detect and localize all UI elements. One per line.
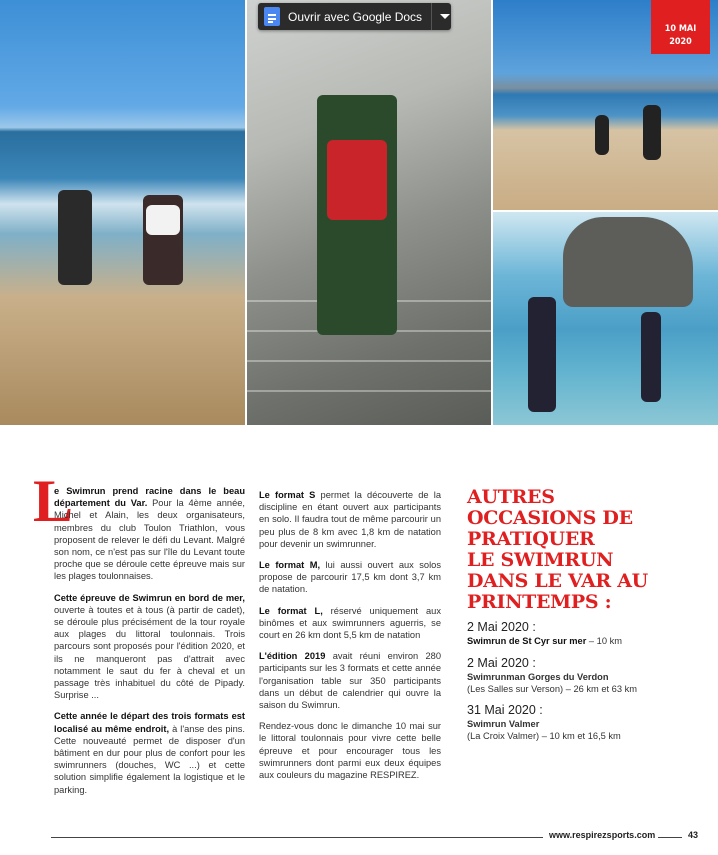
runner-figure — [643, 105, 661, 160]
paragraph-lead: Le format M, — [259, 560, 321, 571]
paragraph — [259, 489, 441, 550]
paragraph-lead: Le format L, — [259, 605, 323, 616]
paragraph — [259, 605, 441, 642]
article-column-1 — [54, 485, 245, 805]
event-date: 2 Mai 2020 : — [467, 656, 536, 670]
paragraph-body: ouverte à toutes et à tous (à partir de cadet), se déroule plus précisément de la tour royale aux plages du littoral toulonnais. Trois parcours sont proposés pour l'édition 2020, et ils ne manqueront pas d'attrait avec notamment le saut du fer à cheval et un passage très inhabituel du côté de Pipady. Surprise ... — [54, 604, 245, 701]
date-badge-day: 10 MAI — [664, 24, 697, 34]
event-date: 2 Mai 2020 : — [467, 620, 536, 634]
event-detail: – 10 km — [586, 636, 622, 646]
page-number: 43 — [688, 830, 699, 840]
event-detail: (La Croix Valmer) – 10 km et 16,5 km — [467, 731, 621, 741]
paragraph-lead: e Swimrun prend racine dans le beau département du Var. — [54, 486, 245, 509]
dropcap: L — [33, 468, 74, 534]
sidebar-title-line: DANS LE VAR AU — [467, 570, 648, 592]
paragraph-body: réservé uniquement aux binômes et aux swimrunners aguerris, se court en 26 km dont 5,5 km de natation — [259, 605, 442, 641]
sidebar-title-line: LE SWIMRUN — [467, 549, 614, 571]
article-column-2 — [259, 489, 441, 790]
event-name: Swimrunman Gorges du Verdon — [467, 672, 609, 682]
paragraph — [259, 720, 441, 781]
divider — [431, 3, 432, 30]
date-badge — [651, 0, 710, 54]
rock — [563, 217, 693, 307]
sidebar-title-line: PRINTEMPS : — [467, 591, 612, 613]
event-name: Swimrun Valmer — [467, 719, 540, 729]
paragraph-body: Pour la 4ème année, Michel et Alain, les deux organisateurs, membres du club Toulon Triathlon, vous proposent de relever le défi du Levant. Malgré son nom, ce n'est pas sur l'île du Levant toute proche que se déroule cette épreuve mais sur les plages toulonnaises. — [54, 498, 245, 582]
runner-bib — [146, 205, 180, 235]
open-with-label: Ouvrir avec Google Docs — [288, 9, 423, 24]
event-name: Swimrun de St Cyr sur mer — [467, 636, 587, 646]
paragraph-body: Rendez-vous donc le dimanche 10 mai sur le littoral toulonnais pour vivre cette belle épreuve et pour encourager tous les swimrunners dont parmi eux deux équipes aux couleurs du magazine RESPIREZ. — [259, 721, 441, 781]
paragraph-body: lui aussi ouvert aux solos propose de parcourir 17,5 km dont 3,7 km de natation. — [259, 560, 441, 595]
paragraph-lead: Cette épreuve de Swimrun en bord de mer, — [54, 592, 245, 603]
event-date: 31 Mai 2020 : — [467, 703, 543, 717]
paragraph-body: avait réuni environ 280 participants sur les 3 formats et cette année l'organisation table sur 350 participants dans un début de calendrier qui ouvre la saison du Swimrun. — [259, 651, 441, 711]
paragraph — [259, 559, 441, 596]
runner-figure — [595, 115, 609, 155]
paragraph-lead: Le format S — [259, 490, 316, 500]
runner-bib — [327, 140, 387, 220]
runner-figure — [528, 297, 556, 412]
event-line — [467, 636, 622, 646]
paragraph-body: permet la découverte de la discipline en étant ouvert aux participants en solo. Il faudra tout de même parcourir un peu plus de 8 km avec 1,8 km de natation pour devenir un swimrunner. — [259, 490, 441, 549]
paragraph — [259, 650, 441, 711]
google-docs-icon — [264, 7, 280, 26]
caret-down-icon[interactable] — [440, 14, 450, 19]
sidebar-title-line: PRATIQUER — [467, 528, 595, 550]
sidebar-title-line: AUTRES — [467, 486, 555, 508]
photo-stairs-runner — [247, 0, 491, 425]
footer-rule — [51, 837, 543, 838]
runner-figure — [641, 312, 661, 402]
paragraph — [54, 592, 245, 702]
footer-rule — [658, 837, 682, 838]
footer-url: www.respirezsports.com — [549, 830, 656, 840]
paragraph — [54, 485, 245, 583]
paragraph-body: à l'anse des pins. Cette nouveauté permet de disposer d'un bâtiment en dur pour plus de confort pour les swimrunners (douches, WC ...) et cette solution simplifie également la logistique et le parking. — [54, 723, 245, 795]
sidebar-title — [467, 487, 667, 613]
event-detail: (Les Salles sur Verson) – 26 km et 63 km — [467, 684, 637, 694]
sidebar-title-line: OCCASIONS DE — [467, 507, 633, 529]
paragraph — [54, 710, 245, 795]
paragraph-lead: Cette année le départ des trois formats est localisé au même endroit, — [54, 711, 245, 734]
runner-figure — [58, 190, 92, 285]
paragraph-lead: L'édition 2019 — [259, 651, 326, 662]
open-with-google-docs-button[interactable] — [258, 3, 451, 30]
photo-rock-sea — [493, 212, 718, 425]
photo-beach-runners — [0, 0, 245, 425]
date-badge-year: 2020 — [669, 37, 692, 47]
